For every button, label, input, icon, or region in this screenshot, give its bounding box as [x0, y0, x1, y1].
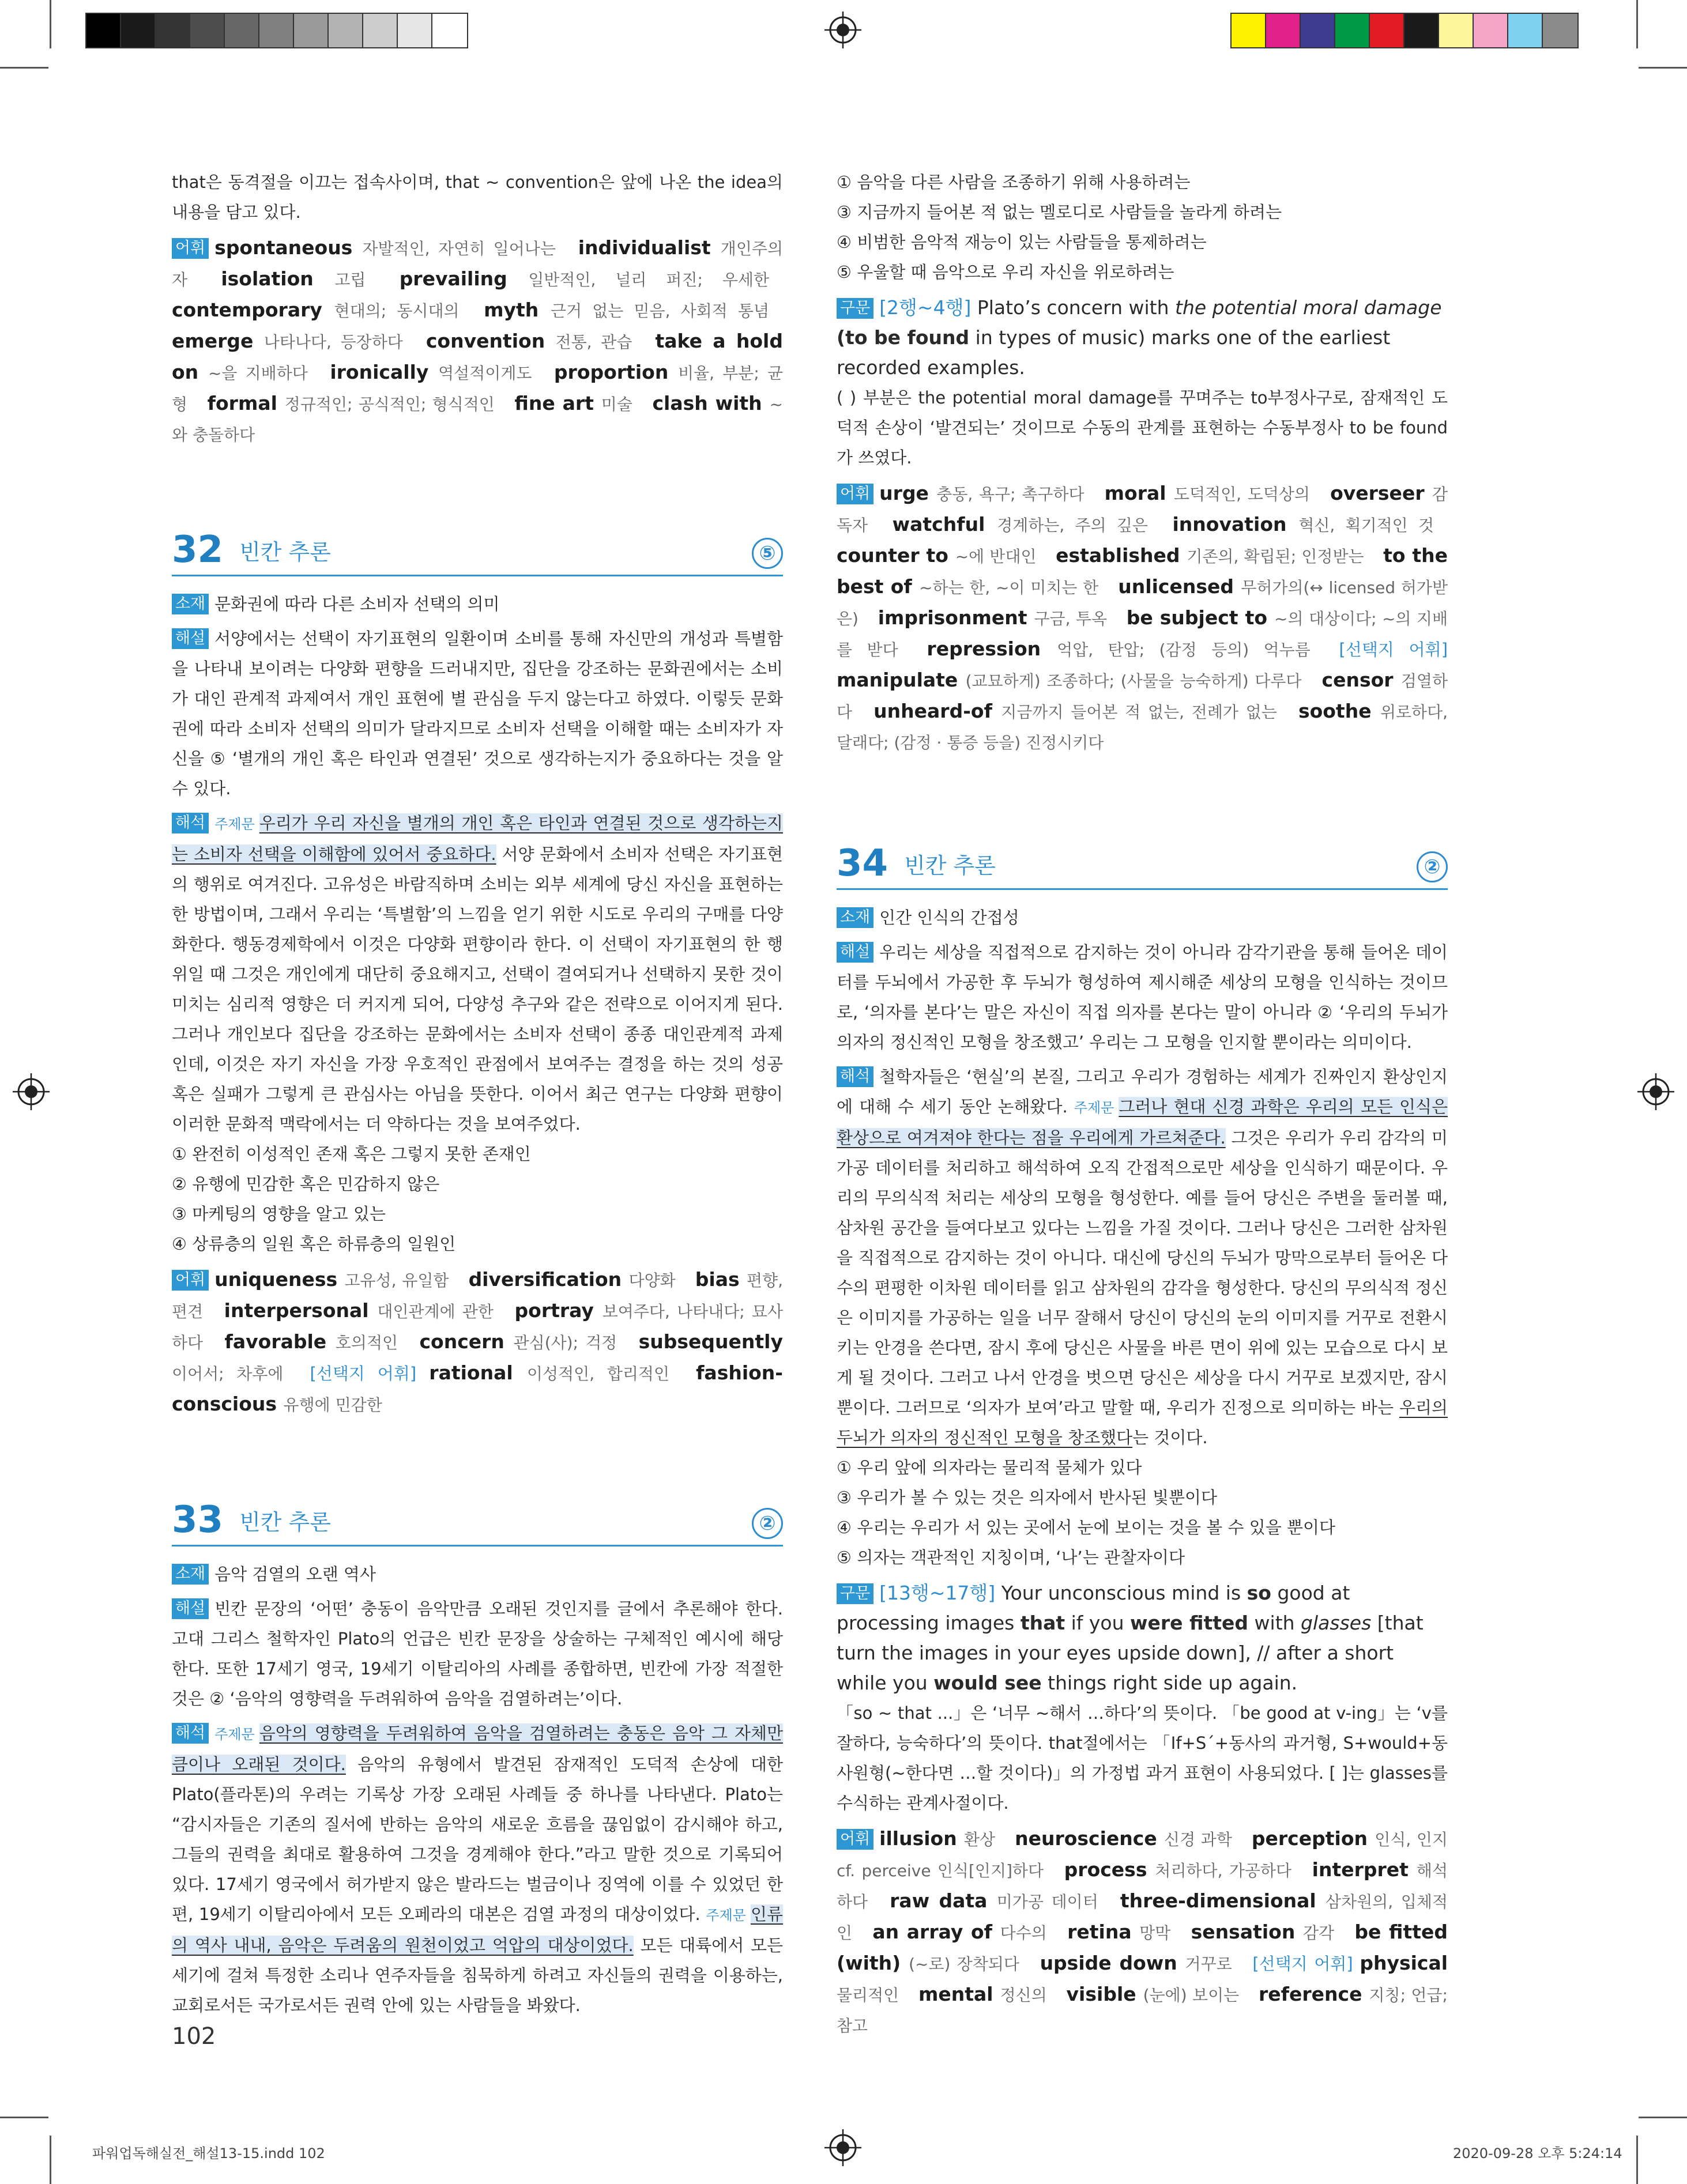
- vocab-word: retina: [1067, 1921, 1140, 1943]
- vocab-word: unlicensed: [1118, 575, 1241, 598]
- trans-tag: 해석: [837, 1066, 873, 1087]
- question-header: [837, 844, 1448, 890]
- vocab-meaning: 망막: [1139, 1923, 1171, 1942]
- options-33: [837, 167, 1448, 287]
- question-header: [172, 531, 783, 576]
- vocab-word: subsequently: [638, 1330, 783, 1353]
- vocab-word: individualist: [578, 236, 721, 259]
- option: ① 우리 앞에 의자라는 물리적 물체가 있다: [837, 1458, 1142, 1477]
- vocab-word: bias: [695, 1268, 747, 1291]
- translation: [172, 808, 783, 1139]
- left-column: [172, 167, 783, 2043]
- vocab-meaning: 정신의: [1000, 1986, 1047, 2005]
- vocab-word: urge: [879, 482, 937, 504]
- vocab-meaning: 나타나다, 등장하다: [263, 333, 403, 352]
- color-swatch: [121, 14, 156, 47]
- translation: [172, 1718, 783, 2020]
- vocab-word: sensation: [1191, 1921, 1303, 1943]
- question-header: [172, 1501, 783, 1546]
- explain-tag: 해설: [172, 628, 209, 649]
- option: ⑤ 의자는 객관적인 지칭이며, ‘나’는 관찰자이다: [837, 1548, 1185, 1567]
- color-swatch: [398, 14, 432, 47]
- vocab-meaning: 비율, 부분; 균형: [172, 364, 784, 414]
- vocab-word: reference: [1258, 1983, 1369, 2005]
- option: ④ 상류층의 일원 혹은 하류층의 일원인: [172, 1234, 456, 1254]
- vocab-word: illusion: [879, 1827, 964, 1850]
- vocab-meaning: (교묘하게) 조종하다; (사물을 능숙하게) 다루다: [965, 672, 1302, 691]
- color-swatch: [1301, 14, 1335, 47]
- vocab-meaning: ~하는 한, ~이 미치는 한: [919, 578, 1099, 597]
- page-number: 102: [172, 2023, 216, 2050]
- color-swatch: [259, 14, 294, 47]
- answer-badge: ⑤: [752, 538, 783, 569]
- syntax-34: 구문 [13행~17행] Your unconscious mind is so good at processing images that if you were fitted with glasses [that turn the images in your eyes upside down], // after a short while you would see things right side up again.: [837, 1582, 1424, 1694]
- color-swatch: [1543, 14, 1577, 47]
- vocab-meaning: (눈에) 보이는: [1143, 1986, 1240, 2005]
- explain-text: 빈칸 문장의 ‘어떤’ 충동이 음악만큼 오래된 것인지를 글에서 추론해야 한다. 고대 그리스 철학자인 Plato의 언급은 빈칸 문장을 상술하는 구체적인 예시에 해당한다. 또한 17세기 영국, 19세기 이탈리아의 사례를 종합하면, 빈칸에 가장 적절한 것은 ② ‘음악의 영향력을 두려워하여 음악을 검열하려는’이다.: [172, 1599, 783, 1708]
- intro-text: that은 동격절을 이끄는 접속사이며, that ~ convention은 앞에 나온 the idea의 내용을 담고 있다.: [172, 172, 783, 222]
- vocab-meaning: 거꾸로: [1185, 1955, 1232, 1974]
- vocab-word: diversification: [468, 1268, 629, 1291]
- crop-mark: [50, 0, 51, 48]
- vocab-word: neuroscience: [1015, 1827, 1165, 1850]
- translation: [837, 1062, 1448, 1453]
- vocab-word: an array of: [872, 1921, 1000, 1943]
- crop-mark: [1639, 67, 1687, 69]
- vocab-meaning: 자발적인, 자연히 일어나는: [362, 239, 556, 258]
- vocab-meaning: 충동, 욕구; 촉구하다: [936, 485, 1084, 504]
- syntax-text: the potential moral damage: [1175, 296, 1442, 319]
- registration-mark-icon: [824, 12, 861, 48]
- vocab-meaning: 이성적인, 합리적인: [527, 1364, 670, 1383]
- vocab-meaning: 근거 없는 믿음, 사회적 통념: [550, 301, 770, 320]
- registration-mark-icon: [824, 2129, 861, 2166]
- vocab-meaning: 미가공 데이터: [996, 1892, 1098, 1911]
- vocab-word: interpret: [1312, 1858, 1417, 1881]
- color-swatch: [363, 14, 398, 47]
- explain-text: 서양에서는 선택이 자기표현의 일환이며 소비를 통해 자신만의 개성과 특별함을 나타내 보이려는 다양화 편향을 드러내지만, 집단을 강조하는 문화권에서는 소비가 대인 관계적 과제여서 개인 표현에 별 관심을 두지 않는다고 하였다. 이렇듯 문화권에 따라 소비자 선택의 의미가 달라지므로 소비자 선택을 이해할 때는 소비자가 자신을 ⑤ ‘별개의 개인 혹은 타인과 연결된’ 것으로 생각하는지가 중요하다는 것을 알 수 있다.: [172, 629, 783, 798]
- topic-sentence: 음악의 영향력을 두려워하여 음악을 검열하려는 충동은 음악 그 자체만큼이나 오래된 것이다.: [172, 1723, 783, 1774]
- vocab-word: take a hold on: [172, 330, 783, 383]
- choice-vocab-label: [선택지 어휘]: [1252, 1954, 1353, 1974]
- vocab-meaning: 지금까지 들어본 적 없는, 전례가 없는: [1001, 703, 1277, 722]
- trans-text: 서양 문화에서 소비자 선택은 자기표현의 행위로 여겨진다. 고유성은 바람직하며 소비는 외부 세계에 당신 자신을 표현하는 한 방법이며, 그래서 우리는 ‘특별함’의 느낌을 얻기 위한 시도로 우리의 구매를 다양화한다. 행동경제학에서 이것은 다양화 편향이라 한다. 이 선택이 자기표현의 한 행위일 때 그것은 개인에게 대단히 중요해지고, 선택이 결여되거나 선택하지 못한 것이 미치는 심리적 영향은 더 커지게 되어, 다양성 추구와 같은 전략으로 이어지게 된다. 그러나 개인보다 집단을 강조하는 문화에서는 소비자 선택이 종종 대인관계적 과제인데, 이것은 자기 자신을 가장 우호적인 관점에서 보여주는 결정을 하는 것의 성공 혹은 실패가 그렇게 큰 관심사는 아님을 뜻한다. 이어서 최근 연구는 다양화 편향이 이러한 문화적 맥락에서는 더 약하다는 것을 보여주었다.: [172, 844, 783, 1134]
- option: ② 유행에 민감한 혹은 민감하지 않은: [172, 1174, 440, 1194]
- explain-text: 우리는 세상을 직접적으로 감지하는 것이 아니라 감각기관을 통해 들어온 데이터를 두뇌에서 가공한 후 두뇌가 형성하여 제시해준 세상의 모형을 인식하는 것이므로, ‘의자를 본다’는 말은 자신이 직접 의자를 본다는 말이 아니라 ② ‘우리의 두뇌가 의자의 정신적인 모형을 창조했고’ 우리는 그 모형을 인지할 뿐이라는 의미이다.: [837, 942, 1448, 1052]
- choice-vocab-label: [선택지 어휘]: [310, 1364, 417, 1383]
- file-slug: 파워업독해실전_해설13-15.indd 102: [92, 2145, 325, 2162]
- topic-line: [172, 589, 783, 619]
- explanation: [172, 1594, 783, 1714]
- vocab-meaning: 위로하다, 달래다; (감정 · 통증 등을) 진정시키다: [837, 703, 1448, 752]
- color-swatch: [329, 14, 363, 47]
- topic-sentence: 인류의 역사 내내, 음악은 두려움의 원천이었고 억압의 대상이었다.: [172, 1904, 784, 1955]
- vocab-word: favorable: [224, 1330, 336, 1353]
- vocab-meaning: ~에 반대인: [955, 547, 1037, 566]
- syntax-33: [837, 293, 1448, 383]
- vocab-tag: 어휘: [172, 238, 209, 259]
- vocab-meaning: 역설적이게도: [438, 364, 532, 383]
- vocab-word: portray: [514, 1299, 602, 1322]
- vocab-word: rational: [429, 1361, 527, 1384]
- color-swatch: [86, 14, 121, 47]
- vocab-meaning: 일반적인, 널리 퍼진; 우세한: [528, 270, 769, 289]
- vocab-word: three-dimensional: [1120, 1889, 1326, 1912]
- vocab-list: [837, 1827, 1448, 1974]
- vocab-word: isolation: [221, 267, 335, 290]
- vocab-meaning: 지칭; 언급; 참고: [837, 1986, 1448, 2035]
- vocab-meaning: ~을 지배하다: [208, 364, 308, 383]
- vocab-list: [837, 484, 1448, 659]
- vocab-meaning: 검열하다: [837, 672, 1448, 722]
- vocab-word: convention: [425, 330, 556, 352]
- question-33: [172, 1501, 783, 2020]
- vocab-word: raw data: [890, 1889, 997, 1912]
- syntax-ref: [13행~17행]: [879, 1582, 996, 1604]
- vocab-word: to the best of: [837, 544, 1448, 598]
- topic-tag: 소재: [172, 1564, 209, 1585]
- crop-mark: [1636, 2136, 1638, 2184]
- question-32: [172, 531, 783, 1420]
- trans-tag: 해석: [172, 813, 209, 833]
- color-swatch: [294, 14, 329, 47]
- vocab-meaning: 인식, 인지 cf. perceive 인식[인지]하다: [837, 1830, 1448, 1880]
- color-swatch: [225, 14, 259, 47]
- vocab-word: spontaneous: [214, 236, 363, 259]
- vocab-word: formal: [207, 392, 285, 414]
- vocab-meaning: 해석하다: [837, 1861, 1448, 1911]
- vocab-meaning: 기존의, 확립된; 인정받는: [1187, 547, 1364, 566]
- vocab-word: counter to: [837, 544, 955, 567]
- vocab-prev: [172, 233, 783, 450]
- question-title: 빈칸 추론: [904, 853, 996, 878]
- syntax-tag: 구문: [837, 1583, 873, 1604]
- vocab-word: mental: [918, 1983, 1000, 2005]
- explain-tag: 해설: [172, 1598, 209, 1619]
- vocab-meaning: 무허가의(↔ licensed 허가받은): [837, 578, 1448, 628]
- vocab-word: censor: [1321, 669, 1401, 691]
- vocab-word: prevailing: [399, 267, 529, 290]
- color-swatch: [1439, 14, 1474, 47]
- date-slug: 2020-09-28 오후 5:24:14: [1453, 2145, 1622, 2162]
- vocab-34: [837, 1824, 1448, 2041]
- color-swatch: [1266, 14, 1301, 47]
- color-swatch: [1232, 14, 1266, 47]
- syntax-note: 「so ~ that ...」은 ‘너무 ~해서 …하다’의 뜻이다. 「be good at v-ing」는 ‘v를 잘하다, 능숙하다’의 뜻이다. that절에서는 「If+S´+동사의 과거형, S+would+동사원형(~한다면 …할 것이다)」의 가정법 과거 표현이 사용되었다. [ ]는 glasses를 수식하는 관계사절이다.: [837, 1703, 1448, 1813]
- vocab-meaning: 개인주의자: [172, 239, 783, 289]
- syntax-ref: [2행~4행]: [879, 296, 971, 319]
- trans-text: 모든 대륙에서 모든 세기에 걸쳐 특정한 소리나 연주자들을 침묵하게 하려고 자신들의 권력을 이용하는, 교회로서든 국가로서든 권력 안에 있는 사람들을 봐왔다.: [172, 1936, 783, 2015]
- answer-badge: ②: [752, 1508, 783, 1539]
- option: ④ 우리는 우리가 서 있는 곳에서 눈에 보이는 것을 볼 수 있을 뿐이다: [837, 1518, 1335, 1537]
- right-column: [837, 167, 1448, 2064]
- vocab-word: established: [1056, 544, 1187, 567]
- vocab-meaning: ~의 대상이다; ~의 지배를 받다: [837, 609, 1448, 659]
- question-number: 33: [172, 1499, 224, 1541]
- topic-text: 인간 인식의 간접성: [879, 908, 1019, 927]
- color-swatch: [190, 14, 225, 47]
- vocab-word: overseer: [1330, 482, 1432, 504]
- trans-text: 그것은 우리가 우리 감각의 미가공 데이터를 처리하고 해석하여 오직 간접적으로만 세상을 인식하기 때문이다. 우리의 무의식적 처리는 세상의 모형을 형성한다. 예를 들어 당신은 주변을 둘러볼 때, 삼차원 공간을 들여다보고 있다는 느낌을 가질 것이다. 그러나 당신은 그러한 삼차원을 직접적으로 감지하는 것이 아니다. 대신에 당신의 두뇌가 망막으로부터 들어온 다수의 편평한 이차원 데이터를 읽고 삼차원의 감각을 형성한다. 당신의 무의식적 정신은 이미지를 가공하는 일을 너무 잘해서 당신이 당신의 눈의 이미지를 거꾸로 전환시키는 안경을 쓴다면, 잠시 후에 당신은 사물을 바른 면이 위에 있는 모습으로 다시 보게 될 것이다. 그러고 나서 안경을 벗으면 당신은 세상을 다시 거꾸로 보겠지만, 잠시뿐이다. 그러므로 ‘의자가 보여’라고 말할 때, 우리가 진정으로 의미하는 바는: [837, 1128, 1448, 1417]
- gray-color-bar: [85, 13, 468, 48]
- vocab-meaning: 관심(사); 걱정: [513, 1333, 617, 1352]
- vocab-word: fine art: [514, 392, 601, 414]
- vocab-tag: 어휘: [172, 1270, 209, 1291]
- color-swatch: [1370, 14, 1404, 47]
- vocab-meaning: 다수의: [1000, 1923, 1047, 1942]
- vocab-list: [172, 236, 784, 444]
- vocab-33: [837, 478, 1448, 758]
- vocab-meaning: 현대의; 동시대의: [334, 301, 460, 320]
- topic-line: [172, 1559, 783, 1589]
- option: ③ 지금까지 들어본 적 없는 멜로디로 사람들을 놀라게 하려는: [837, 202, 1282, 222]
- vocab-word: visible: [1066, 1983, 1143, 2005]
- syntax-tag: 구문: [837, 298, 873, 319]
- vocab-meaning: 대인관계에 관한: [377, 1302, 494, 1321]
- explanation: [837, 937, 1448, 1057]
- options: [837, 1453, 1448, 1572]
- vocab-meaning: 보여주다, 나타내다; 묘사하다: [172, 1302, 784, 1352]
- syntax-text: in types of music) marks one of the earliest recorded examples.: [837, 326, 1391, 379]
- topic-text: 음악 검열의 오랜 역사: [214, 1564, 376, 1584]
- option: ① 음악을 다른 사람을 조종하기 위해 사용하려는: [837, 172, 1191, 192]
- vocab-word: perception: [1251, 1827, 1375, 1850]
- crop-mark: [1636, 0, 1638, 48]
- vocab-meaning: (~로) 장착되다: [909, 1955, 1019, 1974]
- vocab-meaning: 처리하다, 가공하다: [1155, 1861, 1292, 1880]
- trans-tag: 해석: [172, 1723, 209, 1744]
- explanation: [172, 624, 783, 804]
- syntax-note: ( ) 부분은 the potential moral damage를 꾸며주는 to부정사구로, 잠재적인 도덕적 손상이 ‘발견되는’ 것이므로 수동의 관계를 표현하는 수동부정사 to be found가 쓰였다.: [837, 388, 1448, 467]
- vocab-meaning: 호의적인: [335, 1333, 398, 1352]
- vocab-meaning: 고유성, 유일함: [344, 1271, 449, 1290]
- vocab-word: be subject to: [1126, 606, 1275, 629]
- color-swatch: [1508, 14, 1543, 47]
- vocab-meaning: 미술: [601, 395, 632, 414]
- vocab-meaning: 유행에 민감한: [283, 1395, 382, 1414]
- vocab-meaning: 고립: [334, 270, 366, 289]
- vocab-meaning: 감각: [1302, 1923, 1335, 1942]
- vocab-meaning: 신경 과학: [1164, 1830, 1232, 1849]
- color-swatch: [1474, 14, 1508, 47]
- trans-text: 철학자들은 ‘현실’의 본질, 그리고 우리가 경험하는 세계가 진짜인지 환상인지에 대해 수 세기 동안 논해왔다.: [837, 1067, 1448, 1116]
- crop-mark: [1639, 2117, 1687, 2118]
- syntax-text: Plato’s concern with: [977, 296, 1176, 319]
- topic-line: [837, 903, 1448, 933]
- vocab-word: ironically: [330, 361, 439, 383]
- vocab-meaning: ~와 충돌하다: [172, 395, 784, 444]
- choice-vocab-label: [선택지 어휘]: [1339, 640, 1448, 659]
- syntax-text: (to be found: [837, 326, 970, 349]
- topic-text: 문화권에 따라 다른 소비자 선택의 의미: [214, 594, 500, 614]
- option: ① 완전히 이성적인 존재 혹은 그렇지 못한 존재인: [172, 1144, 531, 1164]
- vocab-word: innovation: [1172, 513, 1299, 535]
- vocab-meaning: 경계하는, 주의 깊은: [997, 516, 1148, 535]
- color-swatch: [432, 14, 467, 47]
- vocab-meaning: 다양화: [628, 1271, 676, 1290]
- vocab-meaning: 혁신, 획기적인 것: [1298, 516, 1434, 535]
- vocab-word: manipulate: [837, 669, 966, 691]
- option: ⑤ 우울할 때 음악으로 우리 자신을 위로하려는: [837, 262, 1174, 282]
- answer-badge: ②: [1417, 851, 1448, 882]
- question-title: 빈칸 추론: [239, 1510, 331, 1535]
- option: ④ 비범한 음악적 재능이 있는 사람들을 통제하려는: [837, 232, 1207, 252]
- vocab-word: fashion-conscious: [172, 1361, 783, 1415]
- vocab-word: unheard-of: [873, 700, 1001, 722]
- topic-sentence-label: 주제문: [1074, 1100, 1114, 1116]
- options: [172, 1139, 783, 1259]
- vocab-meaning: 도덕적인, 도덕상의: [1173, 485, 1310, 504]
- trans-text: 음악의 유형에서 발견된 잠재적인 도덕적 손상에 대한 Plato(플라톤)의 우려는 기록상 가장 오래된 사례들 중 하나를 나타낸다. Plato는 “감시자들은 기존의 질서에 반하는 음악의 새로운 흐름을 끊임없이 감시해야 하고, 그들의 권력을 최대로 활용하여 그것을 경계해야 한다.”라고 말한 것으로 기록되어 있다. 17세기 영국에서 허가받지 않은 발라드는 벌금이나 징역에 이를 수 있었던 한편, 19세기 이탈리아에서 모든 오페라의 대본은 검열 과정의 대상이었다.: [172, 1755, 784, 1924]
- vocab-word: repression: [927, 638, 1057, 660]
- topic-sentence-label: 주제문: [214, 1726, 255, 1742]
- vocab-meaning: 정규적인; 공식적인; 형식적인: [284, 395, 495, 414]
- vocab-meaning: 억압, 탄압; (감정 등의) 억누름: [1057, 640, 1311, 659]
- vocab-tag: 어휘: [837, 1829, 873, 1850]
- vocab-word: contemporary: [172, 299, 334, 321]
- question-number: 32: [172, 529, 224, 571]
- process-color-bar: [1230, 13, 1579, 48]
- vocab-word: moral: [1104, 482, 1174, 504]
- topic-sentence-label: 주제문: [706, 1907, 746, 1923]
- trans-text: 는 것이다.: [1132, 1428, 1208, 1447]
- color-swatch: [156, 14, 190, 47]
- option: ③ 우리가 볼 수 있는 것은 의자에서 반사된 빛뿐이다: [837, 1488, 1218, 1507]
- vocab-word: myth: [484, 299, 551, 321]
- vocab-word: upside down: [1040, 1952, 1185, 1974]
- vocab-word: clash with: [652, 392, 770, 414]
- question-number: 34: [837, 842, 888, 885]
- vocab-32: [172, 1265, 783, 1420]
- vocab-word: emerge: [172, 330, 264, 352]
- option: ③ 마케팅의 영향을 알고 있는: [172, 1204, 386, 1224]
- topic-sentence: 그러나 현대 신경 과학은 우리의 모든 인식은 환상으로 여겨져야 한다는 점을 우리에게 가르쳐준다.: [837, 1097, 1448, 1148]
- topic-sentence: 우리가 우리 자신을 별개의 개인 혹은 타인과 연결된 것으로 생각하는지는 소비자 선택을 이해함에 있어서 중요하다.: [172, 813, 783, 864]
- vocab-word: proportion: [553, 361, 679, 383]
- vocab-meaning: 물리적인: [837, 1986, 899, 2005]
- vocab-word: imprisonment: [878, 606, 1034, 629]
- vocab-meaning: 환상: [963, 1830, 996, 1849]
- crop-mark: [0, 67, 48, 69]
- registration-mark-icon: [1637, 1073, 1674, 1110]
- answer-phrase: 우리의 두뇌가 의자의 정신적인 모형을 창조했다: [837, 1398, 1448, 1447]
- vocab-word: uniqueness: [214, 1268, 345, 1291]
- vocab-meaning: 이어서; 차후에: [172, 1364, 284, 1383]
- vocab-meaning: 구금, 투옥: [1034, 609, 1108, 628]
- vocab-meaning: 감독자: [837, 485, 1448, 535]
- vocab-word: interpersonal: [224, 1299, 378, 1322]
- vocab-meaning: 전통, 관습: [555, 333, 632, 352]
- color-swatch: [1404, 14, 1439, 47]
- topic-sentence-label: 주제문: [214, 816, 255, 832]
- question-title: 빈칸 추론: [239, 540, 331, 565]
- vocab-word: soothe: [1298, 700, 1380, 722]
- vocab-word: be fitted (with): [837, 1921, 1448, 1974]
- vocab-tag: 어휘: [837, 484, 873, 504]
- crop-mark: [0, 2117, 48, 2118]
- vocab-word: process: [1064, 1858, 1155, 1881]
- color-swatch: [1335, 14, 1370, 47]
- choice-vocab-list: [837, 671, 1448, 752]
- registration-mark-icon: [13, 1073, 50, 1110]
- crop-mark: [50, 2136, 51, 2184]
- vocab-word: concern: [419, 1330, 514, 1353]
- question-34: [837, 844, 1448, 2041]
- topic-tag: 소재: [837, 907, 873, 928]
- explain-tag: 해설: [837, 942, 873, 963]
- vocab-meaning: 삼차원의, 입체적인: [837, 1892, 1448, 1942]
- topic-tag: 소재: [172, 594, 209, 614]
- vocab-word: watchful: [892, 513, 997, 535]
- vocab-word: physical: [1360, 1952, 1448, 1974]
- vocab-meaning: 편향, 편견: [172, 1271, 783, 1321]
